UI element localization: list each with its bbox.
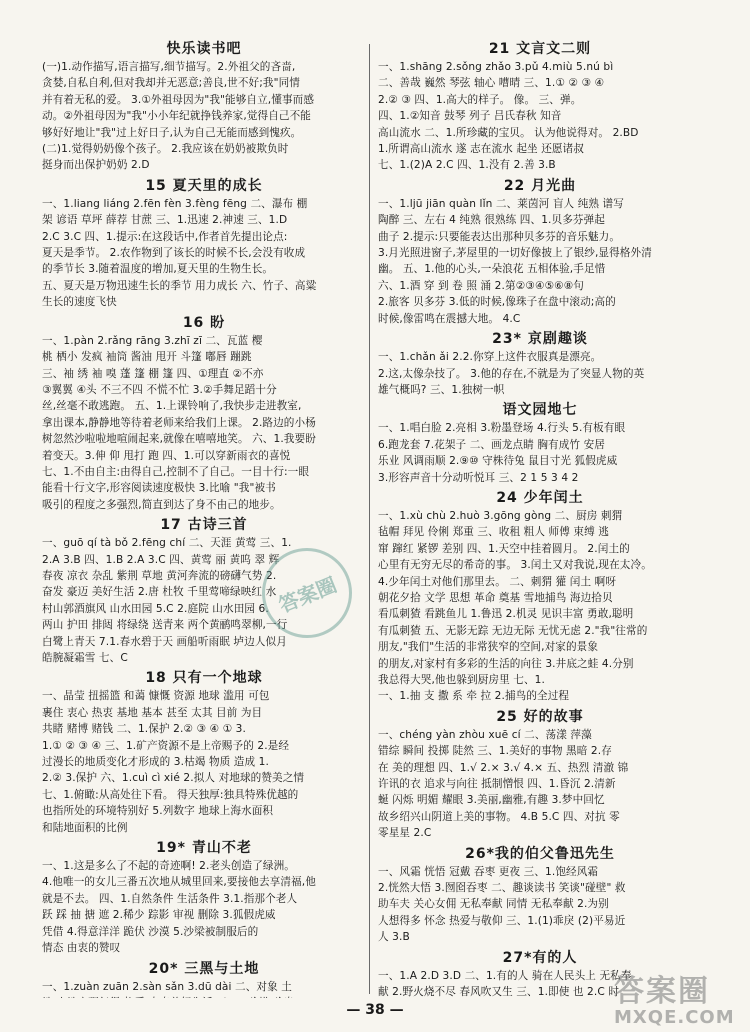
lesson-title: 26*我的伯父鲁迅先生 [465, 845, 615, 862]
answer-line: 并有着无私的爱。 3.①外祖母因为"我"能够自立,懂事而感 [42, 93, 315, 106]
answer-line: 有瓜刺猹 五、无影无踪 无边无际 无忧无虑 2."我"往常的 [378, 624, 648, 637]
answer-line: 6.跑龙套 7.花架子 二、画龙点睛 胸有成竹 安居 [378, 438, 605, 451]
watermark-seal-text: 答案圈 [275, 572, 340, 617]
watermark-logo-text: 答案圈 [614, 974, 710, 1009]
answer-line: 生长的速度飞快 [42, 296, 117, 309]
column-divider [369, 44, 370, 994]
answer-line: 共睹 赌博 赌钱 二、1.保护 2.② ③ ④ ① 3. [42, 723, 246, 736]
answer-block [42, 979, 366, 999]
right-column [378, 38, 702, 998]
answer-line: 着变天。3.伸 仰 甩打 跑 四、1.可以穿新雨衣的喜悦 [42, 449, 291, 462]
answer-line: 错综 瞬间 投掷 陡然 三、1.美好的事物 黑暗 2.存 [378, 745, 612, 758]
answer-line: 过漫长的地质变化才形成的 3.枯竭 物质 造成 1. [42, 756, 269, 769]
answer-line: 一、1.唱白脸 2.亮相 3.粉墨登场 4.行头 5.有板有眼 [378, 422, 626, 435]
answer-line: 3.形容声音十分动听悦耳 三、2 1 5 3 4 2 [378, 471, 579, 484]
lesson-title: 27*有的人 [502, 949, 578, 966]
answer-line: 六、1.酒 穿 到 卷 照 涌 2.第②③④⑤⑥⑧句 [378, 279, 584, 292]
answer-line: 的季节长 3.随着温度的增加,夏天里的生物生长。 [42, 263, 274, 276]
answer-line: 故乡绍兴山阴道上美的事物。 4.B 5.C 四、对抗 零 [378, 810, 620, 823]
answer-line: 能看十行文字,形容阅读速度极快 3.比喻 "我"被书 [42, 482, 276, 495]
answer-line: 春夜 凉衣 杂乱 紫荆 草地 黄河奔流的磅礴气势 2. [42, 569, 277, 582]
lesson-title: 23* 京剧趣谈 [492, 331, 588, 348]
answer-line: 陶醉 三、左右 4 纯熟 很熟练 四、1.贝多芬弹起 [378, 214, 605, 227]
answer-line: 3.月光照进窗子,茅屋里的一切好像披上了银纱,显得格外清 [378, 247, 652, 260]
lesson-section [42, 39, 366, 174]
lesson-section [378, 707, 702, 842]
answer-line [42, 995, 366, 998]
answer-line: 1.① ② ③ ④ 三、1.矿产资源不是上帝赐予的 2.是经 [42, 739, 290, 752]
answer-line: 一、1.A 2.D 3.D 二、1.有的人 骑在人民头上 无私奉 [378, 969, 632, 982]
lesson-section [378, 488, 702, 705]
answer-line: 奋发 豪迈 美好生活 2.唐 杜牧 千里莺啼绿映红 水 [42, 586, 277, 599]
answer-line: 人想得多 怀念 热爱与敬仰 三、1.(1)乖戾 (2)平易近 [378, 914, 626, 927]
lesson-title: 17 古诗三首 [160, 517, 248, 534]
watermark-logo-url: MXQE.COM [614, 1007, 735, 1028]
answer-line: 4.少年闰土对他们那里去。 二、刺猬 獾 闰土 啊呀 [378, 575, 617, 588]
watermark-logo [614, 976, 748, 1030]
answer-line: ③翼翼 ④头 不三不四 不慌不忙 3.②手舞足蹈十分 [42, 383, 277, 396]
answer-line: 曲子 2.提示:只要能表达出那种贝多芬的音乐魅力。 [378, 230, 621, 243]
answer-line: 够好好地让"我"过上好日子,认为自己无能而感到愧疚。 [42, 126, 302, 139]
lesson-section [42, 668, 366, 836]
answer-line: 2.这,太像杂技了。 3.他的存在,不就是为了突显人物的英 [378, 367, 645, 380]
answer-line: 心里有无穷无尽的希奇的事。 3.闰土又对我说,现在太冷。 [378, 559, 652, 572]
answer-line: 贪婪,自私自利,但对我却并无恶意;善良,世不好;我"同情 [42, 77, 300, 90]
lesson-title: 25 好的故事 [496, 708, 584, 725]
lesson-title: 24 少年闰土 [496, 489, 584, 506]
answer-line: 就是不去。 四、1.自然条件 生活条件 3.1.指那个老人 [42, 892, 298, 905]
lesson-title: 15 夏天里的成长 [145, 177, 263, 194]
answer-line: 七、1.(2)A 2.C 四、1.没有 2.善 3.B [378, 159, 556, 172]
answer-line: 乐业 风调雨顺 2.⑨⑩ 守株待兔 鼠目寸光 狐假虎威 [378, 455, 618, 468]
answer-block [378, 508, 702, 705]
answer-line: 皓腕凝霜雪 七、C [42, 652, 128, 664]
lesson-title: 快乐读书吧 [166, 41, 242, 57]
answer-line: 架 谚语 草坪 薛荐 甘蔗 三、1.迅速 2.神速 三、1.D [42, 214, 288, 227]
answer-line: 三、袖 绣 袖 嗅 蓬 篷 棚 篷 四、①理直 ②不亦 [42, 367, 264, 380]
answer-line: 2.A 3.B 四、1.B 2.A 3.C 四、黄莺 丽 黄呜 翠 辉 [42, 553, 280, 566]
answer-line: 七、1.俯瞰:从高处往下看。 得天独厚:独具特殊优越的 [42, 788, 299, 801]
lesson-section [42, 313, 366, 513]
answer-line: 四、1.②知音 鼓琴 列子 吕氏春秋 知音 [378, 110, 562, 123]
answer-line: 在 美的理想 四、1.√ 2.× 3.√ 4.× 五、热烈 清澈 锦 [378, 761, 629, 774]
answer-block [42, 59, 366, 174]
answer-line: 桃 栖小 发疯 袖筒 酱油 甩开 斗篷 嘟唇 蹦跳 [42, 351, 252, 364]
lesson-title: 22 月光曲 [503, 177, 577, 194]
answer-line: 2.恍然大悟 3.囫囵吞枣 二、趣谈读书 笑谈"碰壁" 救 [378, 882, 626, 895]
answer-line: 裹住 衷心 热衷 基地 基本 甚至 太其 目前 为目 [42, 706, 263, 719]
answer-line: 毡帽 拜见 伶俐 郑重 三、收租 粗人 师傅 束缚 逃 [378, 526, 609, 539]
answer-line: 动。②外祖母因为"我"小小年纪就挣钱养家,觉得自己不能 [42, 110, 311, 123]
answer-line: 凭借 4.得意洋洋 跪伏 沙漠 5.沙梁被制服后的 [42, 925, 259, 938]
lesson-section [42, 176, 366, 311]
answer-line: 看瓜刺猹 看跳鱼儿 1.鲁迅 2.机灵 见识丰富 勇敢,聪明 [378, 608, 634, 621]
answer-line: 的朋友,对家村有多彩的生活的向往 3.井底之蛙 4.分别 [378, 657, 634, 670]
answer-line: 拿出课本,静静地等待着老师来给我们上课。 2.路边的小杨 [42, 416, 316, 429]
answer-line: 也指所处的环境特别好 5.列数字 地球上海水面积 [42, 805, 274, 818]
answer-line: 雄气概吗? 三、1.独树一帜 [378, 383, 505, 396]
lesson-title: 20* 三黑与土地 [148, 960, 260, 977]
answer-line: 树忽然沙啦啦地喧闹起来,就像在嘻嘻地笑。 六、1.我要盼 [42, 433, 316, 446]
answer-line: 二、善哉 巍然 琴弦 轴心 嘈晴 三、1.① ② ③ ④ [378, 77, 605, 90]
answer-line: 献 2.野火烧不尽 春风吹又生 三、1.即使 也 2.C 时 [378, 986, 620, 998]
lesson-section [378, 400, 702, 486]
answer-line: 人 3.B [378, 931, 410, 944]
answer-line: 2.C 3.C 四、1.提示:在这段话中,作者首先提出论点: [42, 230, 288, 243]
lesson-section [378, 39, 702, 174]
answer-line: 七、1.不由自主:由得自己,控制不了自己。一目十行:一眼 [42, 465, 310, 478]
answer-line: 一、1.xù chù 2.huò 3.gōng gòng 二、厨房 刺猬 [378, 509, 623, 522]
answer-block [42, 333, 366, 513]
lesson-section [378, 844, 702, 946]
answer-line: 一、1.ljū jiān quàn lǐn 二、莱茵河 盲人 纯熟 谱写 [378, 197, 624, 210]
answer-line: 村山郭酒旗风 山水田园 5.C 2.庭院 山水田园 6. [42, 602, 269, 615]
answer-line: 一、chéng yàn zhòu xuē cí 二、荡漾 萍藻 [378, 728, 592, 741]
answer-line: 时候,像雷鸣在震撼大地。 4.C [378, 312, 521, 325]
answer-line: 挺身而出保护奶奶 2.D [42, 159, 150, 172]
answer-line: 朋友,"我们"生活的非常狭窄的空间,对家的景象 [378, 641, 599, 654]
answer-line: 五、夏天是万物迅速生长的季节 用力成长 六、竹子、高粱 [42, 279, 317, 292]
answer-line: 白鹭上青天 7.1.春水碧于天 画船听雨眠 垆边人似月 [42, 635, 287, 648]
answer-line: 2.② 3.保护 六、1.cuì cì xié 2.拟人 对地球的赞美之情 [42, 772, 305, 785]
answer-line: 助车夫 关心女佣 无私奉献 同情 无私奉献 2.为别 [378, 898, 609, 911]
lesson-title: 语文园地七 [502, 402, 578, 419]
lesson-section [42, 959, 366, 999]
answer-line: 一、1.这是多么了不起的奇迹啊! 2.老头创造了绿洲。 [42, 860, 295, 873]
answer-block [378, 59, 702, 174]
answer-block [378, 864, 702, 946]
lesson-section [42, 838, 366, 956]
answer-line: 和陆地面积的比例 [42, 821, 128, 834]
page-number: — 38 — [346, 1002, 404, 1018]
answer-line: 吸引的程度之多强烈,简直到达了身不由己的地步。 [42, 498, 281, 511]
answer-line: 一、晶莹 扭摇篮 和蔼 慷慨 资源 地球 滥用 可包 [42, 690, 270, 703]
answer-line: 零星星 2.C [378, 827, 432, 840]
answer-line: 蜒 闪烁 明媚 耀眼 3.美丽,幽雅,有趣 3.梦中回忆 [378, 794, 605, 807]
answer-line: (一)1.动作描写,语言描写,细节描写。2.外祖父的吝啬, [42, 61, 296, 73]
answer-line: 一、1.liang liáng 2.fēn fèn 3.fèng fēng 二、瀑布 棚 [42, 197, 308, 210]
answer-line: (二)1.觉得奶奶像个孩子。 2.我应该在奶奶被欺负时 [42, 143, 289, 156]
lesson-title: 18 只有一个地球 [145, 670, 263, 687]
answer-line: 情态 由衷的赞叹 [42, 942, 121, 955]
answer-block [378, 349, 702, 398]
answer-block [378, 420, 702, 486]
answer-block [378, 727, 702, 842]
answer-line: 丝,丝毫不敢逃跑。 五、1.上课铃响了,我快步走进教室, [42, 400, 302, 413]
answer-block [42, 196, 366, 311]
answer-line: 一、风霜 恍悟 冠戴 吞枣 更夜 三、1.饱经风霜 [378, 865, 599, 878]
answer-line: 我总得大哭,他也躲到厨房里 七、1. [378, 674, 545, 686]
answer-line: 一、guō qí tà bǒ 2.fēng chí 二、天涯 黄莺 三、1. [42, 537, 292, 550]
lesson-title: 19* 青山不老 [156, 840, 252, 857]
left-column [42, 38, 366, 998]
answer-block [42, 688, 366, 836]
lesson-title: 21 文言文二则 [488, 41, 592, 57]
answer-line: 一、1.zuàn zuān 2.sàn sǎn 3.dū dài 二、对象 土 [42, 980, 292, 993]
answer-line: 朝花夕拾 文学 思想 革命 奠基 雪地捕鸟 海边拾贝 [378, 591, 613, 604]
answer-line: 高山流水 二、1.所珍藏的宝贝。 认为他说得对。 2.BD [378, 126, 639, 139]
answer-line: 跃 踩 抽 搪 遮 2.稀少 踪影 审视 删除 3.狐假虎威 [42, 909, 276, 922]
answer-line: 一、1.shāng 2.sǒng zhǎo 3.pǔ 4.miù 5.nú bì [378, 61, 614, 73]
answer-line: 2.② ③ 四、1.高大的样子。 像。 三、弹。 [378, 93, 582, 106]
answer-block [378, 196, 702, 327]
answer-line: 幽。 五、1.他的心头,一朵浪花 五相体验,手足惜 [378, 263, 606, 276]
answer-line: 一、1.pàn 2.rǎng rāng 3.zhī zī 二、瓦蓝 樱 [42, 334, 263, 347]
lesson-section [378, 176, 702, 327]
lesson-section [378, 329, 702, 398]
answer-line: 许讯的衣 追求与向往 抵制憎恨 四、1.昏沉 2.清新 [378, 778, 616, 791]
answer-line: 4.他唯一的女儿三番五次地从城里回来,要接他去享清福,他 [42, 876, 316, 889]
answer-line: 一、1.chǎn ǎi 2.2.你穿上这件衣服真是漂亮。 [378, 351, 602, 364]
answer-line: 窜 蹿红 紧锣 差别 四、1.天空中挂着圆月。 2.闰土的 [378, 542, 630, 555]
answer-line: 一、1.抽 支 撒 系 牵 拉 2.捕鸟的全过程 [378, 690, 570, 703]
answer-line: 1.所谓高山流水 遂 志在流水 起坐 还愿诸叔 [378, 143, 584, 156]
answer-line: 两山 护田 排闼 将绿绕 送青来 两个黄鹂鸣翠柳,一行 [42, 619, 288, 632]
lesson-title: 16 盼 [182, 314, 226, 331]
answer-line: 夏天是季节。 2.农作物到了该长的时候不长,会没有收成 [42, 247, 306, 260]
answer-line: 2.旅客 贝多芬 3.低的时候,像珠子在盘中滚动;高的 [378, 296, 616, 309]
answer-block [42, 858, 366, 956]
